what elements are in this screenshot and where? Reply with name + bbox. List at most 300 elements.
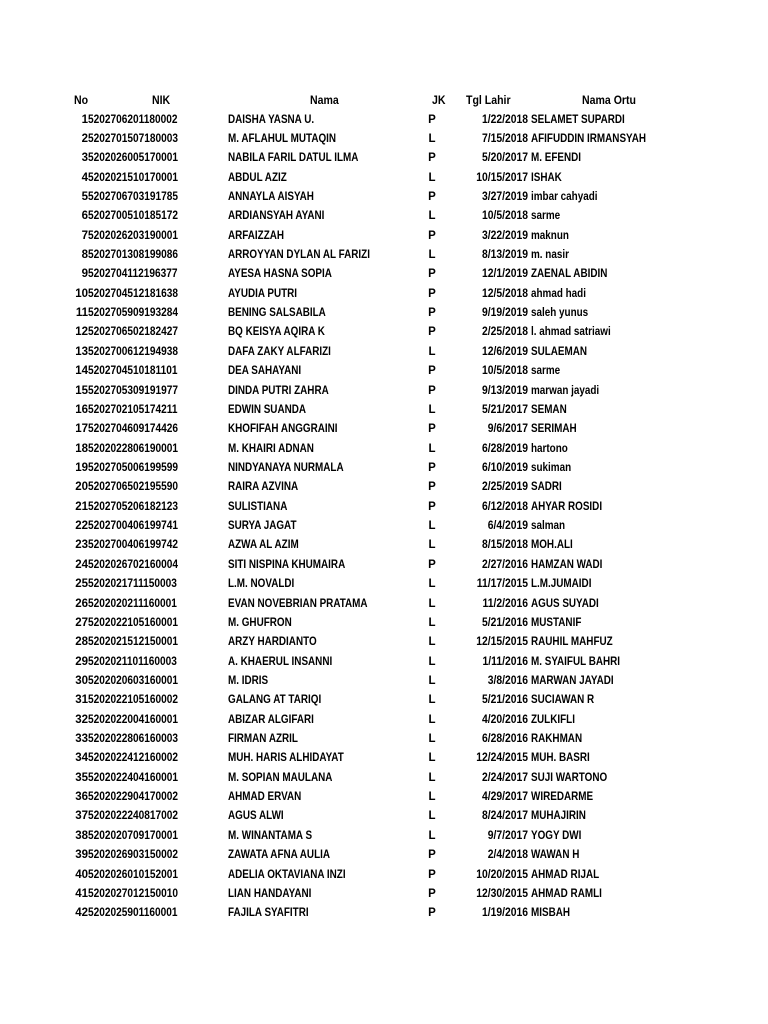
cell-nama-ortu: AFIFUDDIN IRMANSYAH xyxy=(531,132,647,145)
table-row xyxy=(0,382,768,401)
table-row xyxy=(0,595,768,614)
cell-nama-ortu: SUCIAWAN R xyxy=(531,694,595,707)
cell-no: 9 xyxy=(81,268,88,281)
cell-nama-ortu: SUJI WARTONO xyxy=(531,771,608,784)
cell-jk: P xyxy=(428,268,436,281)
table-row xyxy=(0,149,768,168)
cell-no: 29 xyxy=(75,655,88,668)
cell-nama: NABILA FARIL DATUL ILMA xyxy=(228,152,359,165)
cell-no: 25 xyxy=(75,578,88,591)
cell-nama: ARROYYAN DYLAN AL FARIZI xyxy=(228,249,370,262)
cell-nik: 5202700406199741 xyxy=(88,520,179,533)
table-row xyxy=(0,536,768,555)
cell-no: 5 xyxy=(81,190,88,203)
cell-nama-ortu: AGUS SUYADI xyxy=(531,597,599,610)
cell-jk: P xyxy=(428,558,436,571)
header-nama: Nama xyxy=(310,93,339,107)
cell-nik: 5202020603160001 xyxy=(88,674,179,687)
cell-nik: 5202021101160003 xyxy=(88,655,177,668)
cell-nama-ortu: L.M.JUMAIDI xyxy=(531,578,592,591)
table-row xyxy=(0,827,768,846)
cell-jk: L xyxy=(428,655,436,668)
cell-nama-ortu: ISHAK xyxy=(531,171,562,184)
cell-nama-ortu: SADRI xyxy=(531,481,562,494)
cell-jk: L xyxy=(428,674,436,687)
cell-nik: 5202704609174426 xyxy=(88,423,179,436)
cell-nama: M. GHUFRON xyxy=(228,616,292,629)
cell-nik: 5202026005170001 xyxy=(88,152,179,165)
cell-jk: L xyxy=(428,733,436,746)
cell-no: 2 xyxy=(81,132,88,145)
cell-nik: 5202021510170001 xyxy=(88,171,179,184)
table-row xyxy=(0,866,768,885)
cell-nama: ABDUL AZIZ xyxy=(228,171,287,184)
cell-nama-ortu: MUHAJIRIN xyxy=(531,810,586,823)
cell-no: 38 xyxy=(75,829,88,842)
cell-jk: L xyxy=(428,539,436,552)
cell-nama: ANNAYLA AISYAH xyxy=(228,190,314,203)
table-row xyxy=(0,749,768,768)
table-row xyxy=(0,885,768,904)
cell-tgl-lahir: 12/6/2019 xyxy=(481,345,528,358)
cell-tgl-lahir: 8/13/2019 xyxy=(481,249,528,262)
cell-tgl-lahir: 4/29/2017 xyxy=(481,791,528,804)
cell-jk: P xyxy=(428,326,436,339)
cell-tgl-lahir: 1/22/2018 xyxy=(481,113,528,126)
cell-nik: 5202020709170001 xyxy=(88,829,179,842)
cell-tgl-lahir: 9/6/2017 xyxy=(487,423,528,436)
table-row xyxy=(0,730,768,749)
cell-tgl-lahir: 4/20/2016 xyxy=(481,713,528,726)
cell-nik: 5202022105160002 xyxy=(88,694,179,707)
table-row xyxy=(0,265,768,284)
cell-nama: AGUS ALWI xyxy=(228,810,284,823)
cell-no: 4 xyxy=(81,171,88,184)
table-row xyxy=(0,188,768,207)
cell-nik: 5202022806190001 xyxy=(88,442,179,455)
cell-tgl-lahir: 2/27/2016 xyxy=(481,558,528,571)
cell-nik: 5202705006199599 xyxy=(88,461,179,474)
cell-nik: 5202701308199086 xyxy=(88,249,179,262)
cell-jk: L xyxy=(428,597,436,610)
header-nama-ortu: Nama Ortu xyxy=(582,93,636,107)
cell-tgl-lahir: 9/19/2019 xyxy=(481,307,528,320)
table-row xyxy=(0,401,768,420)
table-row xyxy=(0,614,768,633)
cell-tgl-lahir: 11/2/2016 xyxy=(482,597,528,610)
table-row xyxy=(0,130,768,149)
cell-nama: M. IDRIS xyxy=(228,674,269,687)
cell-nama-ortu: SELAMET SUPARDI xyxy=(531,113,625,126)
cell-tgl-lahir: 12/5/2018 xyxy=(481,287,528,300)
cell-nama-ortu: MUSTANIF xyxy=(531,616,582,629)
cell-nama: M. KHAIRI ADNAN xyxy=(228,442,314,455)
cell-jk: P xyxy=(428,461,436,474)
cell-tgl-lahir: 2/24/2017 xyxy=(481,771,528,784)
cell-no: 23 xyxy=(75,539,88,552)
cell-nama-ortu: SULAEMAN xyxy=(531,345,588,358)
cell-jk: L xyxy=(428,752,436,765)
cell-tgl-lahir: 11/17/2015 xyxy=(476,578,528,591)
cell-jk: L xyxy=(428,713,436,726)
cell-no: 41 xyxy=(75,887,88,900)
cell-tgl-lahir: 10/5/2018 xyxy=(481,210,528,223)
cell-tgl-lahir: 1/11/2016 xyxy=(482,655,528,668)
table-row xyxy=(0,440,768,459)
cell-no: 10 xyxy=(75,287,88,300)
cell-jk: P xyxy=(428,365,436,378)
cell-nama-ortu: SERIMAH xyxy=(531,423,577,436)
table-row xyxy=(0,556,768,575)
cell-tgl-lahir: 7/15/2018 xyxy=(481,132,528,145)
cell-jk: L xyxy=(428,132,436,145)
cell-tgl-lahir: 5/21/2017 xyxy=(481,403,528,416)
table-row xyxy=(0,904,768,923)
cell-no: 15 xyxy=(75,384,88,397)
cell-no: 3 xyxy=(81,152,88,165)
cell-tgl-lahir: 10/15/2017 xyxy=(476,171,528,184)
cell-tgl-lahir: 6/4/2019 xyxy=(487,520,528,533)
cell-nama: ABIZAR ALGIFARI xyxy=(228,713,314,726)
cell-nama: EVAN NOVEBRIAN PRATAMA xyxy=(228,597,368,610)
cell-nik: 5202702105174211 xyxy=(88,403,178,416)
cell-tgl-lahir: 5/21/2016 xyxy=(481,694,528,707)
cell-nik: 5202026203190001 xyxy=(88,229,179,242)
table-row xyxy=(0,304,768,323)
cell-jk: L xyxy=(428,442,436,455)
cell-nama: M. WINANTAMA S xyxy=(228,829,313,842)
table-row xyxy=(0,285,768,304)
cell-tgl-lahir: 2/4/2018 xyxy=(487,849,528,862)
cell-nama-ortu: MARWAN JAYADI xyxy=(531,674,614,687)
cell-jk: L xyxy=(428,829,436,842)
cell-tgl-lahir: 10/5/2018 xyxy=(481,365,528,378)
cell-nik: 5202022240817002 xyxy=(88,810,179,823)
cell-nama-ortu: m. nasir xyxy=(531,249,569,262)
cell-nama-ortu: M. EFENDI xyxy=(531,152,582,165)
cell-nama: SULISTIANA xyxy=(228,500,288,513)
cell-nama-ortu: WIREDARME xyxy=(531,791,594,804)
cell-nama-ortu: MISBAH xyxy=(531,907,571,920)
cell-jk: L xyxy=(428,403,436,416)
cell-no: 27 xyxy=(75,616,88,629)
table-row xyxy=(0,633,768,652)
cell-nama-ortu: sarme xyxy=(531,210,561,223)
cell-nama-ortu: RAKHMAN xyxy=(531,733,583,746)
cell-tgl-lahir: 6/28/2016 xyxy=(481,733,528,746)
cell-nik: 5202701507180003 xyxy=(88,132,179,145)
cell-nama-ortu: ahmad hadi xyxy=(531,287,586,300)
cell-nama-ortu: ZULKIFLI xyxy=(531,713,575,726)
cell-jk: L xyxy=(428,345,436,358)
table-row xyxy=(0,769,768,788)
cell-nama: M. SOPIAN MAULANA xyxy=(228,771,333,784)
cell-jk: P xyxy=(428,229,436,242)
cell-nama-ortu: AHYAR ROSIDI xyxy=(531,500,603,513)
cell-tgl-lahir: 5/20/2017 xyxy=(481,152,528,165)
cell-jk: L xyxy=(428,249,436,262)
cell-no: 40 xyxy=(75,868,88,881)
cell-nama: RAIRA AZVINA xyxy=(228,481,299,494)
cell-tgl-lahir: 3/8/2016 xyxy=(487,674,528,687)
cell-nama-ortu: AHMAD RIJAL xyxy=(531,868,600,881)
cell-nama: SURYA JAGAT xyxy=(228,520,297,533)
cell-jk: P xyxy=(428,152,436,165)
cell-nik: 5202021512150001 xyxy=(88,636,179,649)
cell-nama-ortu: MUH. BASRI xyxy=(531,752,590,765)
cell-tgl-lahir: 2/25/2019 xyxy=(481,481,528,494)
cell-tgl-lahir: 12/30/2015 xyxy=(476,887,528,900)
cell-nama-ortu: saleh yunus xyxy=(531,307,589,320)
cell-jk: P xyxy=(428,307,436,320)
table-row xyxy=(0,498,768,517)
cell-no: 31 xyxy=(75,694,88,707)
cell-tgl-lahir: 8/15/2018 xyxy=(481,539,528,552)
cell-nama-ortu: YOGY DWI xyxy=(531,829,582,842)
header-row xyxy=(0,91,768,110)
cell-nik: 5202705309191977 xyxy=(88,384,179,397)
table-row xyxy=(0,653,768,672)
cell-jk: P xyxy=(428,384,436,397)
table-row xyxy=(0,343,768,362)
cell-no: 33 xyxy=(75,733,88,746)
cell-no: 24 xyxy=(75,558,88,571)
cell-nama: M. AFLAHUL MUTAQIN xyxy=(228,132,337,145)
cell-nama: NINDYANAYA NURMALA xyxy=(228,461,344,474)
cell-nama-ortu: M. SYAIFUL BAHRI xyxy=(531,655,621,668)
cell-no: 36 xyxy=(75,791,88,804)
table-row xyxy=(0,111,768,130)
cell-tgl-lahir: 6/28/2019 xyxy=(481,442,528,455)
cell-nama: L.M. NOVALDI xyxy=(228,578,295,591)
cell-nama: DEA SAHAYANI xyxy=(228,365,302,378)
cell-jk: L xyxy=(428,694,436,707)
cell-nik: 5202705206182123 xyxy=(88,500,179,513)
table-row xyxy=(0,420,768,439)
cell-jk: L xyxy=(428,636,436,649)
cell-nik: 5202027012150010 xyxy=(88,887,179,900)
cell-jk: L xyxy=(428,210,436,223)
cell-nik: 5202022904170002 xyxy=(88,791,179,804)
cell-nama: FAJILA SYAFITRI xyxy=(228,907,309,920)
cell-nik: 5202700612194938 xyxy=(88,345,179,358)
cell-tgl-lahir: 6/12/2018 xyxy=(481,500,528,513)
cell-jk: L xyxy=(428,791,436,804)
cell-nik: 5202025901160001 xyxy=(88,907,178,920)
cell-nama: AZWA AL AZIM xyxy=(228,539,299,552)
cell-no: 22 xyxy=(75,520,88,533)
table-row xyxy=(0,169,768,188)
cell-nama: A. KHAERUL INSANNI xyxy=(228,655,333,668)
cell-nama: AYUDIA PUTRI xyxy=(228,287,298,300)
cell-nama: ARFAIZZAH xyxy=(228,229,285,242)
cell-nama: SITI NISPINA KHUMAIRA xyxy=(228,558,346,571)
cell-jk: P xyxy=(428,907,436,920)
cell-nama: AHMAD ERVAN xyxy=(228,791,302,804)
cell-jk: P xyxy=(428,287,436,300)
cell-nik: 5202022412160002 xyxy=(88,752,179,765)
cell-nama: ADELIA OKTAVIANA INZI xyxy=(228,868,346,881)
table-row xyxy=(0,711,768,730)
cell-no: 20 xyxy=(75,481,88,494)
cell-no: 6 xyxy=(81,210,88,223)
cell-nama: FIRMAN AZRIL xyxy=(228,733,298,746)
cell-no: 19 xyxy=(75,461,88,474)
cell-nama-ortu: hartono xyxy=(531,442,568,455)
cell-nama-ortu: RAUHIL MAHFUZ xyxy=(531,636,613,649)
cell-tgl-lahir: 8/24/2017 xyxy=(481,810,528,823)
cell-no: 30 xyxy=(75,674,88,687)
cell-tgl-lahir: 5/21/2016 xyxy=(481,616,528,629)
cell-jk: P xyxy=(428,190,436,203)
cell-no: 16 xyxy=(75,403,88,416)
cell-nama: LIAN HANDAYANI xyxy=(228,887,312,900)
cell-nama: BENING SALSABILA xyxy=(228,307,326,320)
cell-nik: 5202026010152001 xyxy=(88,868,179,881)
cell-tgl-lahir: 2/25/2018 xyxy=(481,326,528,339)
cell-jk: P xyxy=(428,887,436,900)
cell-nik: 5202021711150003 xyxy=(88,578,177,591)
cell-jk: L xyxy=(428,171,436,184)
cell-nama: DINDA PUTRI ZAHRA xyxy=(228,384,329,397)
cell-nama: AYESA HASNA SOPIA xyxy=(228,268,332,281)
cell-no: 34 xyxy=(75,752,88,765)
table-row xyxy=(0,691,768,710)
table-row xyxy=(0,207,768,226)
cell-tgl-lahir: 3/22/2019 xyxy=(481,229,528,242)
cell-no: 39 xyxy=(75,849,88,862)
cell-no: 17 xyxy=(75,423,88,436)
table-row xyxy=(0,478,768,497)
table-row xyxy=(0,807,768,826)
cell-nama: BQ KEISYA AQIRA K xyxy=(228,326,325,339)
cell-no: 11 xyxy=(75,307,88,320)
table-row xyxy=(0,672,768,691)
cell-jk: P xyxy=(428,423,436,436)
cell-no: 32 xyxy=(75,713,88,726)
cell-nik: 5202706502195590 xyxy=(88,481,179,494)
cell-no: 12 xyxy=(75,326,88,339)
table-row xyxy=(0,575,768,594)
table-row xyxy=(0,517,768,536)
cell-no: 18 xyxy=(75,442,88,455)
cell-nama-ortu: WAWAN H xyxy=(531,849,580,862)
cell-nik: 5202022004160001 xyxy=(88,713,179,726)
cell-nama: DAISHA YASNA U. xyxy=(228,113,315,126)
table-row xyxy=(0,846,768,865)
cell-nama-ortu: AHMAD RAMLI xyxy=(531,887,602,900)
header-no: No xyxy=(74,93,89,107)
cell-nama: MUH. HARIS ALHIDAYAT xyxy=(228,752,344,765)
cell-tgl-lahir: 9/7/2017 xyxy=(487,829,528,842)
cell-tgl-lahir: 12/15/2015 xyxy=(476,636,528,649)
cell-no: 13 xyxy=(75,345,88,358)
cell-jk: L xyxy=(428,771,436,784)
cell-nik: 5202026702160004 xyxy=(88,558,179,571)
cell-no: 1 xyxy=(81,113,88,126)
cell-nama-ortu: sarme xyxy=(531,365,561,378)
cell-no: 26 xyxy=(75,597,88,610)
cell-nik: 5202020211160001 xyxy=(88,597,177,610)
cell-no: 21 xyxy=(75,500,88,513)
cell-tgl-lahir: 12/24/2015 xyxy=(476,752,528,765)
cell-nik: 5202706201180002 xyxy=(88,113,178,126)
table-row xyxy=(0,362,768,381)
table-row xyxy=(0,459,768,478)
cell-nama: GALANG AT TARIQI xyxy=(228,694,322,707)
cell-tgl-lahir: 12/1/2019 xyxy=(481,268,528,281)
table-row xyxy=(0,788,768,807)
cell-tgl-lahir: 9/13/2019 xyxy=(481,384,528,397)
cell-tgl-lahir: 6/10/2019 xyxy=(481,461,528,474)
cell-jk: L xyxy=(428,810,436,823)
cell-nama-ortu: maknun xyxy=(531,229,569,242)
cell-jk: P xyxy=(428,113,436,126)
cell-jk: L xyxy=(428,578,436,591)
cell-tgl-lahir: 10/20/2015 xyxy=(476,868,528,881)
cell-no: 37 xyxy=(75,810,88,823)
cell-nik: 5202022105160001 xyxy=(88,616,179,629)
cell-nama: DAFA ZAKY ALFARIZI xyxy=(228,345,331,358)
cell-nik: 5202700510185172 xyxy=(88,210,179,223)
cell-nik: 5202022404160001 xyxy=(88,771,179,784)
header-jk: JK xyxy=(432,93,446,107)
cell-nama: EDWIN SUANDA xyxy=(228,403,307,416)
cell-no: 14 xyxy=(75,365,88,378)
cell-jk: L xyxy=(428,616,436,629)
cell-nik: 5202706502182427 xyxy=(88,326,179,339)
cell-nik: 5202704112196377 xyxy=(88,268,178,281)
cell-nama: KHOFIFAH ANGGRAINI xyxy=(228,423,338,436)
cell-no: 28 xyxy=(75,636,88,649)
cell-no: 8 xyxy=(81,249,88,262)
cell-nama-ortu: marwan jayadi xyxy=(531,384,600,397)
cell-no: 35 xyxy=(75,771,88,784)
cell-jk: P xyxy=(428,849,436,862)
table-row xyxy=(0,323,768,342)
table-row xyxy=(0,227,768,246)
cell-nama-ortu: HAMZAN WADI xyxy=(531,558,603,571)
cell-jk: P xyxy=(428,481,436,494)
cell-nama: ARZY HARDIANTO xyxy=(228,636,317,649)
cell-nik: 5202706703191785 xyxy=(88,190,179,203)
cell-nama-ortu: SEMAN xyxy=(531,403,567,416)
cell-nama-ortu: MOH.ALI xyxy=(531,539,573,552)
cell-nama-ortu: l. ahmad satriawi xyxy=(531,326,611,339)
cell-jk: P xyxy=(428,500,436,513)
cell-jk: P xyxy=(428,868,436,881)
cell-nama-ortu: ZAENAL ABIDIN xyxy=(531,268,608,281)
cell-nik: 5202700406199742 xyxy=(88,539,179,552)
cell-nama: ZAWATA AFNA AULIA xyxy=(228,849,331,862)
cell-nik: 5202704512181638 xyxy=(88,287,179,300)
cell-no: 7 xyxy=(81,229,88,242)
header-tgl-lahir: Tgl Lahir xyxy=(466,93,511,107)
cell-tgl-lahir: 1/19/2016 xyxy=(481,907,528,920)
cell-jk: L xyxy=(428,520,436,533)
cell-nik: 5202704510181101 xyxy=(88,365,178,378)
cell-nama: ARDIANSYAH AYANI xyxy=(228,210,325,223)
cell-nik: 5202705909193284 xyxy=(88,307,179,320)
header-nik: NIK xyxy=(152,93,171,107)
cell-tgl-lahir: 3/27/2019 xyxy=(481,190,528,203)
cell-nama-ortu: imbar cahyadi xyxy=(531,190,598,203)
cell-nama-ortu: salman xyxy=(531,520,566,533)
cell-nik: 5202022806160003 xyxy=(88,733,179,746)
cell-nama-ortu: sukiman xyxy=(531,461,572,474)
cell-nik: 5202026903150002 xyxy=(88,849,179,862)
cell-no: 42 xyxy=(75,907,88,920)
